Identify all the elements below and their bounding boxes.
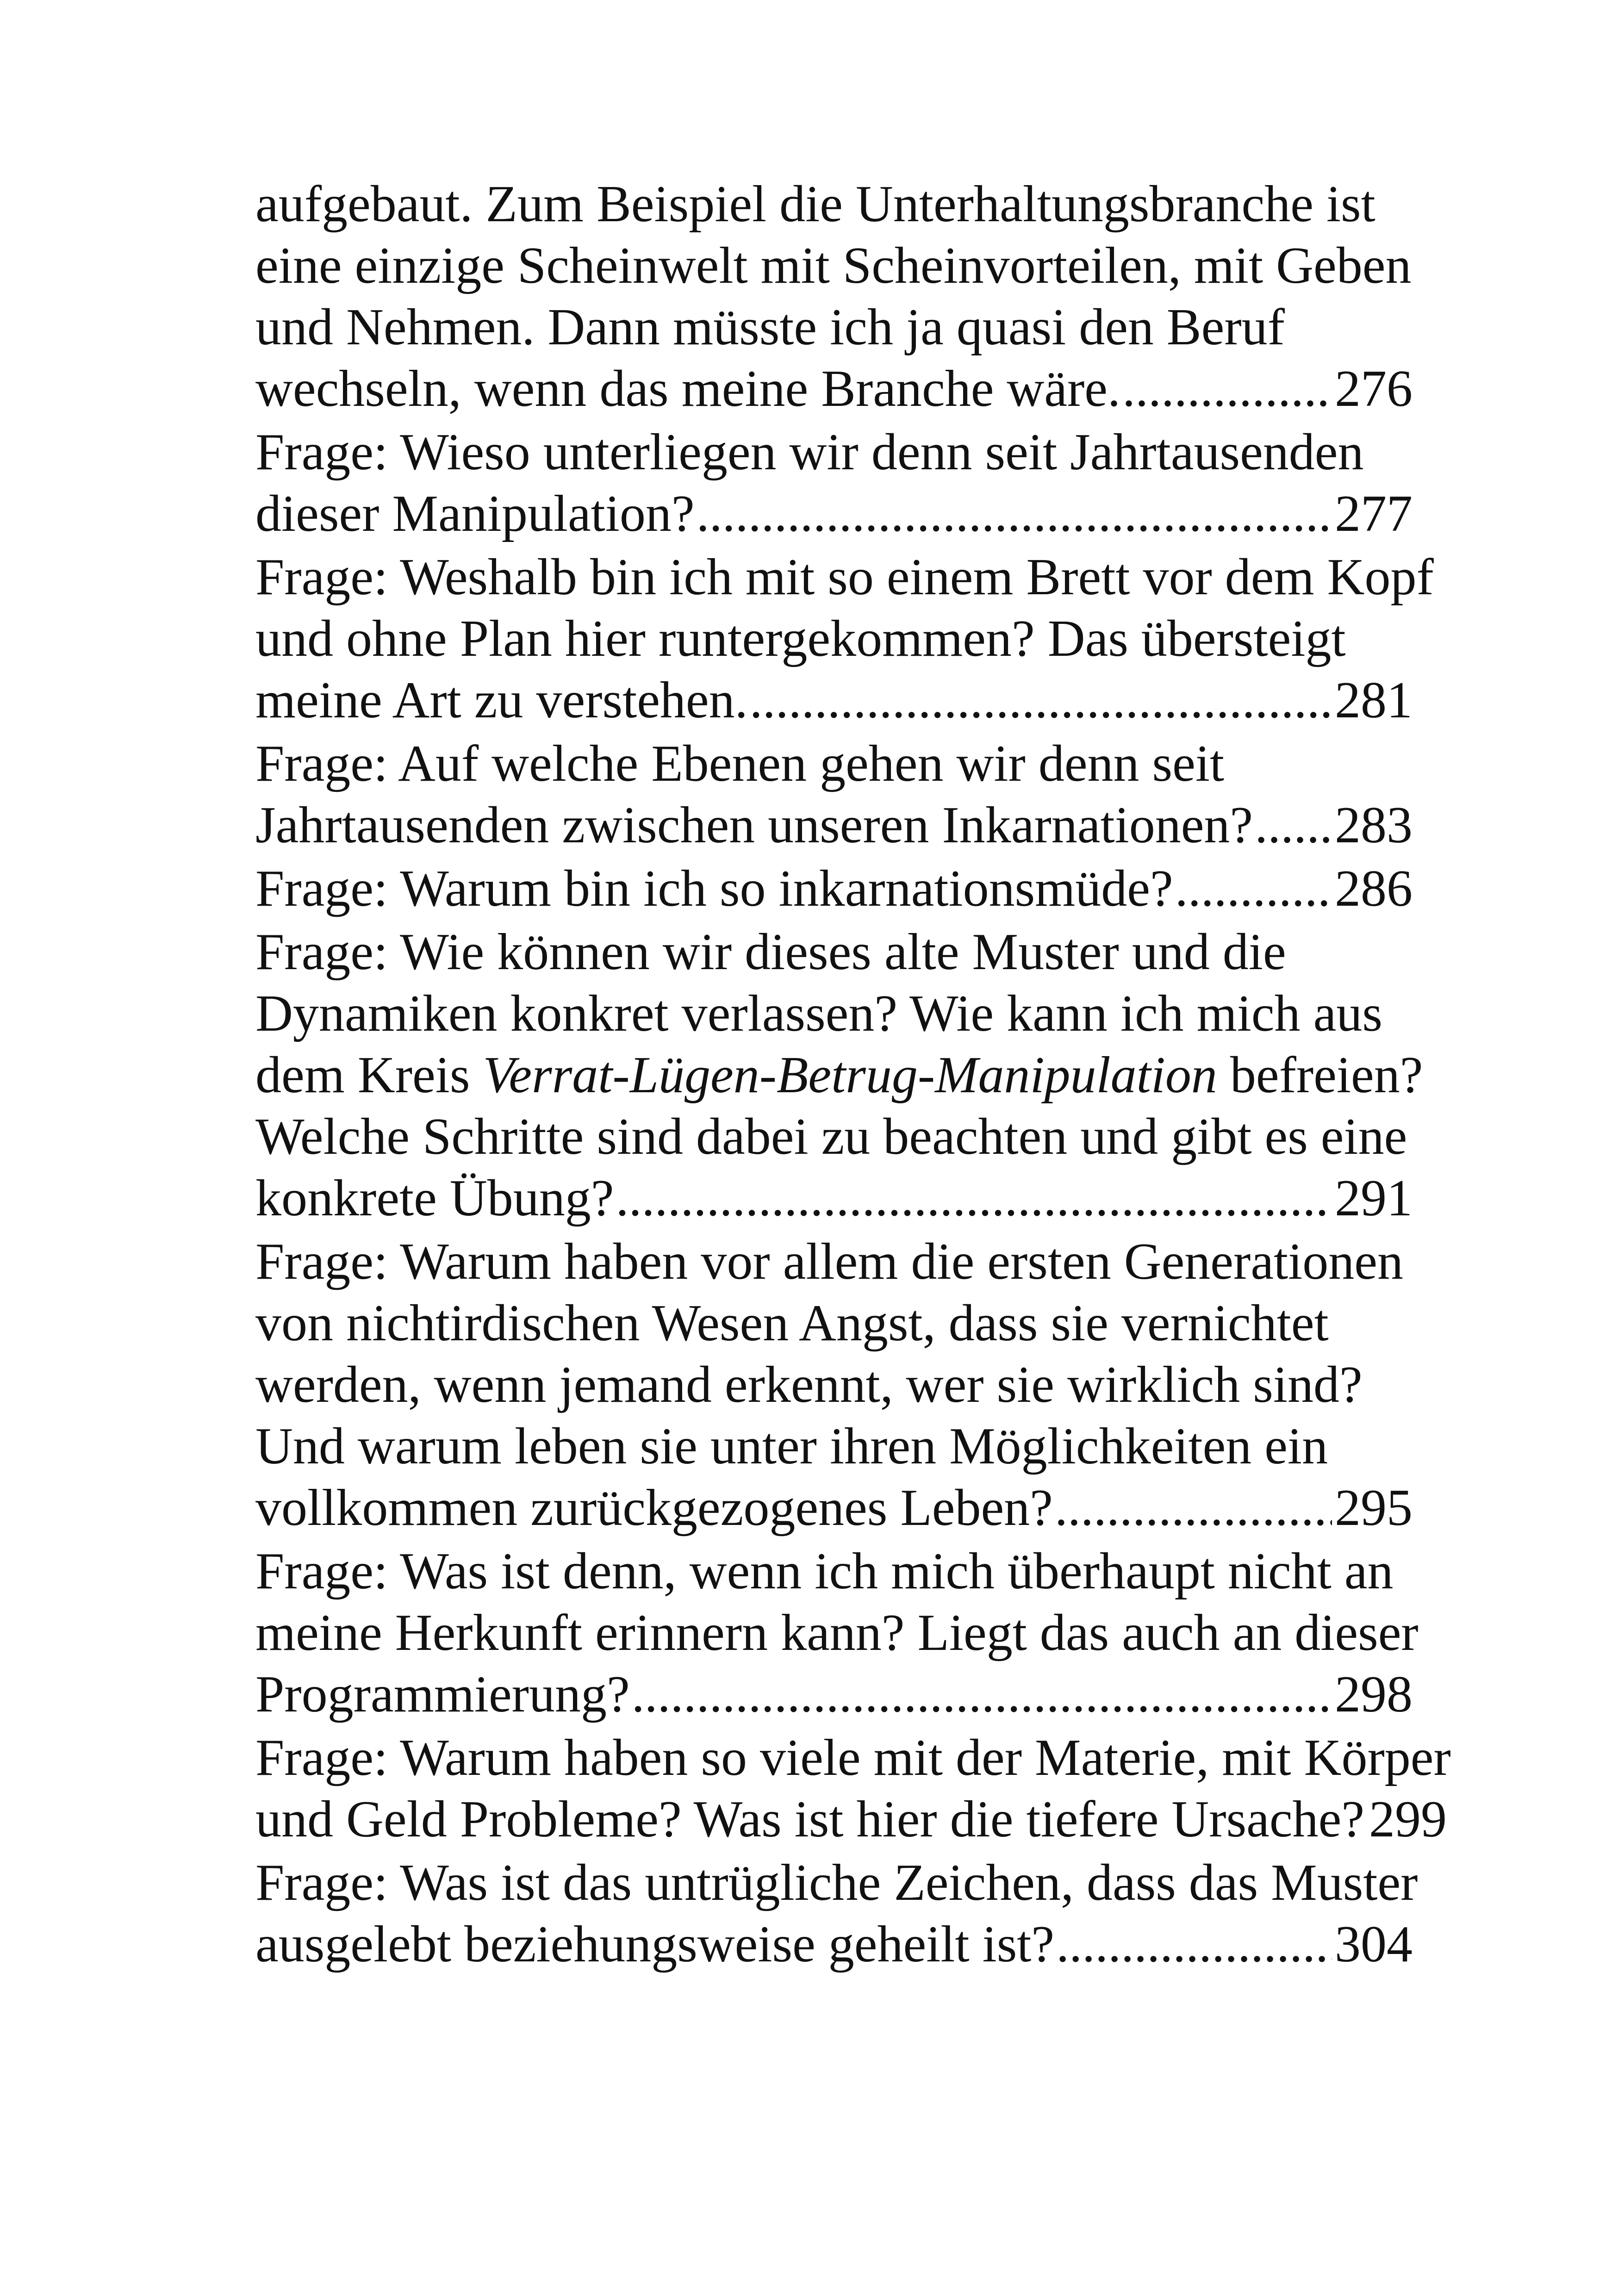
- dot-leader: [1120, 358, 1332, 420]
- dot-leader: [1053, 1477, 1332, 1539]
- toc-entry-line: Frage: Wie können wir dieses alte Muster und die: [255, 923, 1286, 981]
- toc-entry-last-line[interactable]: [255, 483, 1413, 545]
- toc-entry: [255, 1231, 1413, 1539]
- toc-entry: [255, 733, 1413, 856]
- toc-entry-line: Dynamiken konkret verlassen? Wie kann ich mich aus: [255, 985, 1382, 1042]
- toc-page-number: 283: [1335, 796, 1413, 854]
- dot-leader: [1054, 1914, 1332, 1975]
- toc-page-number: 281: [1335, 672, 1413, 729]
- toc-entry-line: Frage: Was ist das untrügliche Zeichen, dass das Muster: [255, 1854, 1418, 1911]
- toc-entry-line: eine einzige Scheinwelt mit Scheinvorteilen, mit Geben: [255, 237, 1412, 294]
- toc-entry-line: Frage: Warum haben so viele mit der Materie, mit Körper: [255, 1729, 1451, 1786]
- toc-entry-line: aufgebaut. Zum Beispiel die Unterhaltungsbranche ist: [255, 175, 1375, 233]
- toc-entry-last-line[interactable]: [255, 1914, 1413, 1975]
- toc-entry-line: und ohne Plan hier runtergekommen? Das übersteigt: [255, 610, 1346, 667]
- toc-page-number: 291: [1335, 1170, 1413, 1227]
- toc-entry-line: von nichtirdischen Wesen Angst, dass sie vernichtet: [255, 1294, 1329, 1352]
- toc-page-number: 295: [1335, 1479, 1413, 1537]
- toc-page-number: 304: [1335, 1916, 1413, 1973]
- toc-entry: [255, 1852, 1418, 1975]
- toc-page-number: 286: [1335, 860, 1413, 917]
- toc-entry-last-line[interactable]: [255, 1477, 1413, 1539]
- toc-entry-text: ausgelebt beziehungsweise geheilt ist?: [255, 1916, 1055, 1973]
- toc-entry-line: Welche Schritte sind dabei zu beachten und gibt es eine: [255, 1108, 1407, 1165]
- toc-entry-italic-phrase: Verrat-Lügen-Betrug-Manipulation: [483, 1046, 1217, 1104]
- toc-entry-text-after-italic: befreien?: [1217, 1046, 1423, 1104]
- toc-entry-line: Frage: Was ist denn, wenn ich mich überhaupt nicht an: [255, 1543, 1394, 1600]
- toc-entry-text: vollkommen zurückgezogenes Leben?: [255, 1479, 1053, 1537]
- toc-entry-text: Jahrtausenden zwischen unseren Inkarnationen?: [255, 796, 1253, 854]
- toc-page-number: 298: [1335, 1666, 1413, 1723]
- toc-entry-line: Frage: Weshalb bin ich mit so einem Brett vor dem Kopf: [255, 548, 1434, 606]
- toc-entry-last-line[interactable]: [255, 795, 1413, 856]
- toc-entry-line: Frage: Warum haben vor allem die ersten Generationen: [255, 1233, 1403, 1290]
- toc-entry-text: konkrete Übung?: [255, 1170, 614, 1227]
- dot-leader: [748, 670, 1332, 731]
- toc-entry-line: Frage: Auf welche Ebenen gehen wir denn seit: [255, 735, 1225, 792]
- toc-entry-line: werden, wenn jemand erkennt, wer sie wirklich sind?: [255, 1356, 1363, 1413]
- toc-page: [255, 174, 1451, 1977]
- toc-entry-line: und Nehmen. Dann müsste ich ja quasi den Beruf: [255, 299, 1285, 356]
- toc-entry: [255, 422, 1413, 545]
- toc-entry: [255, 858, 1413, 920]
- toc-entry-last-line[interactable]: [255, 858, 1413, 920]
- toc-entry: [255, 1541, 1419, 1725]
- toc-entry-text: wechseln, wenn das meine Branche wäre.: [255, 360, 1120, 417]
- toc-entry-last-line[interactable]: [255, 358, 1413, 420]
- toc-page-number: 276: [1335, 360, 1413, 417]
- dot-leader: [630, 1664, 1332, 1725]
- toc-entry-last-line[interactable]: [255, 670, 1413, 731]
- toc-entry-text: Programmierung?: [255, 1666, 630, 1723]
- toc-entry-text: Frage: Warum bin ich so inkarnationsmüde?: [255, 860, 1173, 917]
- toc-entry-text: meine Art zu verstehen.: [255, 672, 748, 729]
- toc-entry-text: und Geld Probleme? Was ist hier die tiefere Ursache?: [255, 1791, 1365, 1848]
- toc-entry-last-line[interactable]: [255, 1789, 1447, 1850]
- dot-leader: [1173, 858, 1332, 920]
- toc-page-number: 299: [1369, 1791, 1447, 1848]
- dot-leader: [695, 483, 1332, 545]
- toc-entry-last-line[interactable]: [255, 1168, 1413, 1229]
- toc-entry: [255, 921, 1423, 1229]
- toc-entry-text: dieser Manipulation?: [255, 485, 695, 542]
- toc-entry-line: meine Herkunft erinnern kann? Liegt das auch an dieser: [255, 1604, 1419, 1661]
- toc-entry-line: Und warum leben sie unter ihren Möglichkeiten ein: [255, 1418, 1328, 1475]
- toc-entry-text-before-italic: dem Kreis: [255, 1046, 483, 1104]
- toc-entry: [255, 174, 1413, 420]
- dot-leader: [1253, 795, 1332, 856]
- toc-entry-line: Frage: Wieso unterliegen wir denn seit Jahrtausenden: [255, 423, 1364, 481]
- toc-entry: [255, 1727, 1451, 1850]
- toc-entry-last-line[interactable]: [255, 1664, 1413, 1725]
- toc-page-number: 277: [1335, 485, 1413, 542]
- toc-entry-line-with-italic: [255, 1045, 1423, 1106]
- dot-leader: [614, 1168, 1332, 1229]
- toc-entry: [255, 547, 1434, 731]
